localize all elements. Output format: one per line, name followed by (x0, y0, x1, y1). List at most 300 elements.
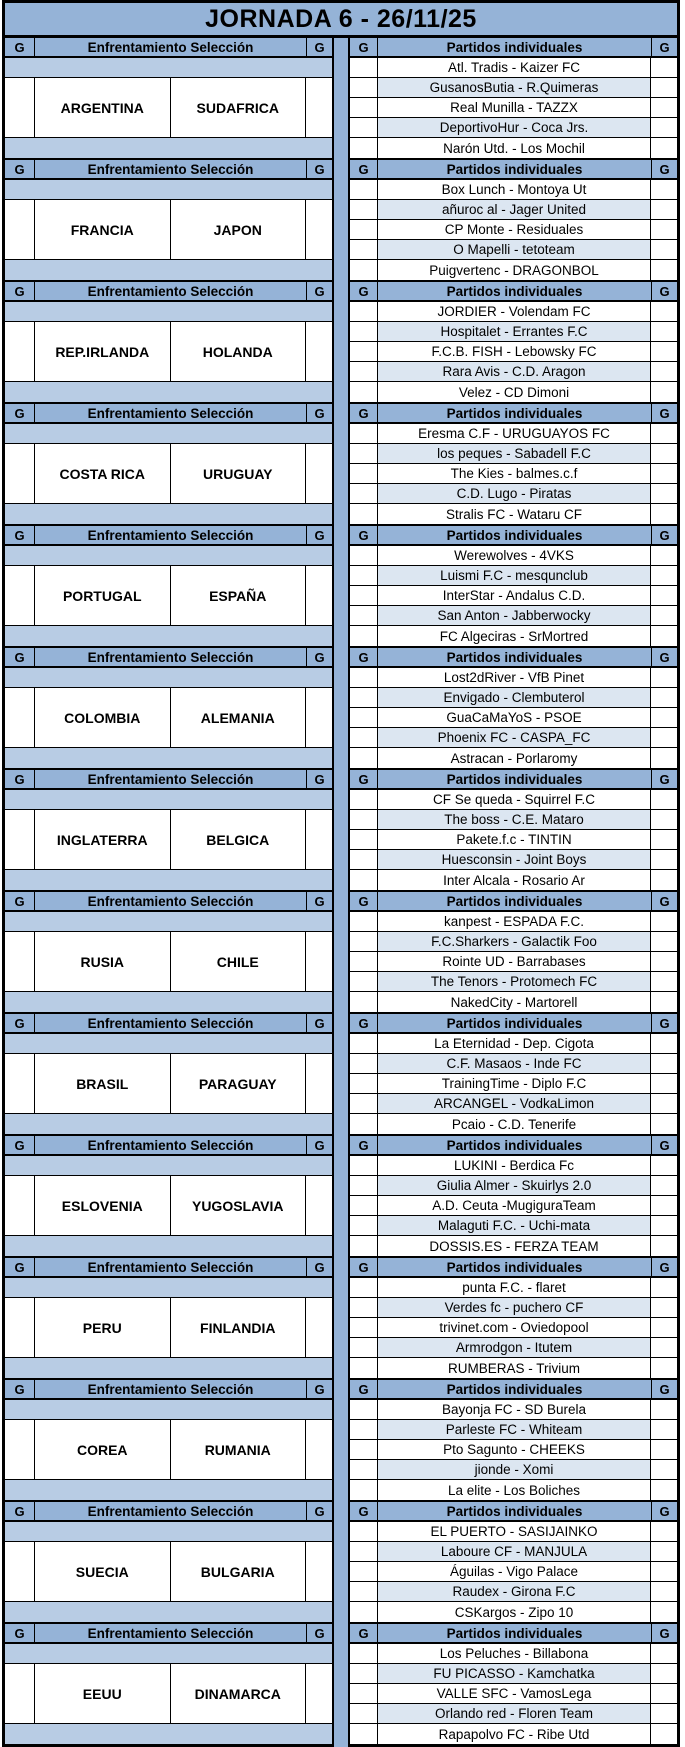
team1-goals-cell[interactable] (5, 444, 35, 504)
match-goals-cell[interactable] (651, 1582, 677, 1602)
partidos-header: Partidos individuales (378, 1502, 651, 1522)
seleccion-header: Enfrentamiento Selección (35, 892, 306, 912)
match-label: kanpest - ESPADA F.C. (378, 912, 651, 932)
team2-goals-cell[interactable] (306, 688, 332, 748)
match-goals-cell[interactable] (651, 870, 677, 890)
match-goals-cell[interactable] (651, 1094, 677, 1114)
goals-column-header: G (350, 282, 378, 302)
match-label: Raudex - Girona F.C (378, 1582, 651, 1602)
match-goals-cell[interactable] (651, 138, 677, 158)
match-goals-cell[interactable] (350, 1582, 378, 1602)
team2-goals-cell[interactable] (306, 322, 332, 382)
partidos-header: Partidos individuales (378, 404, 651, 424)
spacer-row (5, 546, 332, 566)
team2-name: ALEMANIA (171, 688, 307, 748)
goals-column-header: G (5, 648, 35, 668)
team2-name: SUDAFRICA (171, 78, 307, 138)
goals-column-header: G (651, 1258, 677, 1278)
match-goals-cell[interactable] (350, 1400, 378, 1420)
goals-column-header: G (350, 1380, 378, 1400)
match-goals-cell[interactable] (651, 118, 677, 138)
match-goals-cell[interactable] (651, 180, 677, 200)
match-goals-cell[interactable] (350, 668, 378, 688)
partidos-table (348, 404, 680, 526)
seleccion-table (2, 1502, 334, 1624)
match-label: LUKINI - Berdica Fc (378, 1156, 651, 1176)
goals-column-header: G (306, 404, 332, 424)
match-goals-cell[interactable] (651, 1358, 677, 1378)
match-goals-cell[interactable] (350, 1094, 378, 1114)
match-goals-cell[interactable] (651, 952, 677, 972)
team1-goals-cell[interactable] (5, 200, 35, 260)
match-goals-cell[interactable] (350, 606, 378, 626)
team1-goals-cell[interactable] (5, 932, 35, 992)
match-goals-cell[interactable] (350, 952, 378, 972)
match-label: punta F.C. - flaret (378, 1278, 651, 1298)
match-goals-cell[interactable] (350, 382, 378, 402)
seleccion-table (2, 282, 334, 404)
partidos-header: Partidos individuales (378, 648, 651, 668)
match-label: Rapapolvo FC - Ribe Utd (378, 1724, 651, 1744)
goals-column-header: G (5, 1014, 35, 1034)
match-goals-cell[interactable] (651, 1298, 677, 1318)
seleccion-table (2, 404, 334, 526)
goals-column-header: G (5, 282, 35, 302)
match-goals-cell[interactable] (651, 444, 677, 464)
fixtures-sheet (2, 0, 680, 1747)
partidos-table (348, 1502, 680, 1624)
match-goals-cell[interactable] (350, 260, 378, 280)
match-goals-cell[interactable] (350, 1054, 378, 1074)
match-label: Verdes fc - puchero CF (378, 1298, 651, 1318)
match-goals-cell[interactable] (350, 1196, 378, 1216)
match-goals-cell[interactable] (350, 748, 378, 768)
team1-goals-cell[interactable] (5, 1542, 35, 1602)
match-goals-cell[interactable] (651, 1420, 677, 1440)
team2-goals-cell[interactable] (306, 200, 332, 260)
match-goals-cell[interactable] (350, 362, 378, 382)
fixture-block (2, 526, 680, 648)
spacer-row (5, 504, 332, 524)
match-label: EL PUERTO - SASIJAINKO (378, 1522, 651, 1542)
match-goals-cell[interactable] (651, 1562, 677, 1582)
match-goals-cell[interactable] (350, 302, 378, 322)
team2-goals-cell[interactable] (306, 810, 332, 870)
fixture-block (2, 282, 680, 404)
spacer-row (5, 1236, 332, 1256)
match-goals-cell[interactable] (350, 1156, 378, 1176)
seleccion-header: Enfrentamiento Selección (35, 38, 306, 58)
match-goals-cell[interactable] (651, 220, 677, 240)
match-label: CSKargos - Zipo 10 (378, 1602, 651, 1622)
goals-column-header: G (651, 1502, 677, 1522)
match-goals-cell[interactable] (651, 1054, 677, 1074)
goals-column-header: G (350, 1624, 378, 1644)
partidos-table (348, 1380, 680, 1502)
goals-column-header: G (651, 1136, 677, 1156)
match-goals-cell[interactable] (651, 484, 677, 504)
match-goals-cell[interactable] (350, 850, 378, 870)
match-goals-cell[interactable] (350, 810, 378, 830)
team1-name: SUECIA (35, 1542, 171, 1602)
match-goals-cell[interactable] (350, 322, 378, 342)
match-label: Huesconsin - Joint Boys (378, 850, 651, 870)
seleccion-header: Enfrentamiento Selección (35, 1502, 306, 1522)
seleccion-table (2, 770, 334, 892)
goals-column-header: G (651, 1014, 677, 1034)
match-goals-cell[interactable] (350, 484, 378, 504)
match-label: Phoenix FC - CASPA_FC (378, 728, 651, 748)
goals-column-header: G (306, 1380, 332, 1400)
match-goals-cell[interactable] (651, 606, 677, 626)
team1-goals-cell[interactable] (5, 322, 35, 382)
team2-name: CHILE (171, 932, 307, 992)
match-goals-cell[interactable] (350, 586, 378, 606)
match-goals-cell[interactable] (651, 424, 677, 444)
match-goals-cell[interactable] (651, 1644, 677, 1664)
seleccion-header: Enfrentamiento Selección (35, 404, 306, 424)
match-goals-cell[interactable] (651, 1318, 677, 1338)
team1-goals-cell[interactable] (5, 1054, 35, 1114)
match-goals-cell[interactable] (651, 1460, 677, 1480)
match-goals-cell[interactable] (350, 1074, 378, 1094)
match-goals-cell[interactable] (350, 1318, 378, 1338)
fixture-block (2, 38, 680, 160)
match-goals-cell[interactable] (651, 1704, 677, 1724)
match-label: San Anton - Jabberwocky (378, 606, 651, 626)
match-goals-cell[interactable] (651, 1724, 677, 1744)
match-goals-cell[interactable] (350, 626, 378, 646)
match-goals-cell[interactable] (651, 1114, 677, 1134)
match-goals-cell[interactable] (350, 1440, 378, 1460)
match-goals-cell[interactable] (651, 586, 677, 606)
match-goals-cell[interactable] (651, 382, 677, 402)
match-goals-cell[interactable] (651, 1664, 677, 1684)
match-label: TrainingTime - Diplo F.C (378, 1074, 651, 1094)
match-goals-cell[interactable] (651, 1196, 677, 1216)
match-goals-cell[interactable] (350, 1724, 378, 1744)
team2-name: FINLANDIA (171, 1298, 307, 1358)
match-label: RUMBERAS - Trivium (378, 1358, 651, 1378)
goals-column-header: G (651, 770, 677, 790)
match-goals-cell[interactable] (350, 790, 378, 810)
fixture-block (2, 892, 680, 1014)
team1-goals-cell[interactable] (5, 566, 35, 626)
match-goals-cell[interactable] (350, 1664, 378, 1684)
spacer-row (5, 1156, 332, 1176)
partidos-header: Partidos individuales (378, 160, 651, 180)
goals-column-header: G (350, 1136, 378, 1156)
goals-column-header: G (350, 404, 378, 424)
divider-strip (334, 1380, 348, 1502)
fixture-block (2, 1502, 680, 1624)
match-label: F.C.B. FISH - Lebowsky FC (378, 342, 651, 362)
goals-column-header: G (651, 648, 677, 668)
match-goals-cell[interactable] (651, 932, 677, 952)
divider-strip (334, 892, 348, 1014)
match-goals-cell[interactable] (651, 1236, 677, 1256)
match-goals-cell[interactable] (350, 728, 378, 748)
match-goals-cell[interactable] (350, 118, 378, 138)
spacer-row (5, 1602, 332, 1622)
match-label: A.D. Ceuta -MugiguraTeam (378, 1196, 651, 1216)
match-label: Lost2dRiver - VfB Pinet (378, 668, 651, 688)
match-goals-cell[interactable] (350, 444, 378, 464)
match-goals-cell[interactable] (350, 342, 378, 362)
match-goals-cell[interactable] (350, 78, 378, 98)
match-goals-cell[interactable] (651, 1542, 677, 1562)
match-label: Rara Avis - C.D. Aragon (378, 362, 651, 382)
match-goals-cell[interactable] (651, 626, 677, 646)
match-goals-cell[interactable] (350, 1176, 378, 1196)
match-goals-cell[interactable] (651, 240, 677, 260)
match-label: CF Se queda - Squirrel F.C (378, 790, 651, 810)
team2-goals-cell[interactable] (306, 1664, 332, 1724)
match-goals-cell[interactable] (350, 1684, 378, 1704)
match-goals-cell[interactable] (651, 1216, 677, 1236)
match-label: Bayonja FC - SD Burela (378, 1400, 651, 1420)
match-goals-cell[interactable] (350, 1542, 378, 1562)
match-goals-cell[interactable] (350, 1358, 378, 1378)
team2-goals-cell[interactable] (306, 444, 332, 504)
divider-strip (334, 1136, 348, 1258)
goals-column-header: G (651, 892, 677, 912)
fixture-blocks (2, 38, 680, 1747)
match-goals-cell[interactable] (651, 342, 677, 362)
match-goals-cell[interactable] (350, 566, 378, 586)
match-goals-cell[interactable] (651, 302, 677, 322)
team1-name: FRANCIA (35, 200, 171, 260)
match-goals-cell[interactable] (651, 688, 677, 708)
match-label: Giulia Almer - Skuirlys 2.0 (378, 1176, 651, 1196)
match-label: La elite - Los Boliches (378, 1480, 651, 1500)
match-label: FU PICASSO - Kamchatka (378, 1664, 651, 1684)
match-goals-cell[interactable] (350, 1216, 378, 1236)
team1-name: BRASIL (35, 1054, 171, 1114)
goals-column-header: G (306, 1014, 332, 1034)
match-goals-cell[interactable] (651, 200, 677, 220)
divider-strip (334, 526, 348, 648)
partidos-table (348, 526, 680, 648)
spacer-row (5, 870, 332, 890)
fixture-block (2, 404, 680, 526)
match-goals-cell[interactable] (651, 1522, 677, 1542)
match-goals-cell[interactable] (651, 566, 677, 586)
match-goals-cell[interactable] (350, 200, 378, 220)
team2-goals-cell[interactable] (306, 1542, 332, 1602)
partidos-table (348, 160, 680, 282)
spacer-row (5, 1358, 332, 1378)
match-goals-cell[interactable] (350, 1420, 378, 1440)
match-goals-cell[interactable] (350, 504, 378, 524)
team1-goals-cell[interactable] (5, 688, 35, 748)
team1-goals-cell[interactable] (5, 1420, 35, 1480)
match-goals-cell[interactable] (651, 912, 677, 932)
divider-strip (334, 404, 348, 526)
match-goals-cell[interactable] (350, 1480, 378, 1500)
match-goals-cell[interactable] (350, 180, 378, 200)
team1-goals-cell[interactable] (5, 810, 35, 870)
match-goals-cell[interactable] (350, 1298, 378, 1318)
goals-column-header: G (350, 770, 378, 790)
match-goals-cell[interactable] (651, 972, 677, 992)
match-label: Los Peluches - Billabona (378, 1644, 651, 1664)
goals-column-header: G (5, 1136, 35, 1156)
match-goals-cell[interactable] (350, 240, 378, 260)
match-goals-cell[interactable] (350, 972, 378, 992)
match-goals-cell[interactable] (651, 362, 677, 382)
match-goals-cell[interactable] (651, 728, 677, 748)
match-label: InterStar - Andalus C.D. (378, 586, 651, 606)
team2-name: URUGUAY (171, 444, 307, 504)
match-goals-cell[interactable] (651, 1034, 677, 1054)
match-goals-cell[interactable] (651, 708, 677, 728)
match-label: GuaCaMaYoS - PSOE (378, 708, 651, 728)
match-goals-cell[interactable] (350, 1034, 378, 1054)
match-goals-cell[interactable] (350, 1704, 378, 1724)
team2-goals-cell[interactable] (306, 932, 332, 992)
team1-goals-cell[interactable] (5, 1664, 35, 1724)
match-goals-cell[interactable] (350, 1562, 378, 1582)
match-label: Hospitalet - Errantes F.C (378, 322, 651, 342)
match-goals-cell[interactable] (651, 668, 677, 688)
match-goals-cell[interactable] (651, 748, 677, 768)
goals-column-header: G (5, 1380, 35, 1400)
team1-goals-cell[interactable] (5, 1298, 35, 1358)
match-goals-cell[interactable] (651, 1074, 677, 1094)
match-goals-cell[interactable] (651, 504, 677, 524)
divider-strip (334, 160, 348, 282)
match-goals-cell[interactable] (350, 1644, 378, 1664)
seleccion-table (2, 648, 334, 770)
spacer-row (5, 1644, 332, 1664)
match-goals-cell[interactable] (651, 464, 677, 484)
match-label: The Kies - balmes.c.f (378, 464, 651, 484)
match-goals-cell[interactable] (350, 1522, 378, 1542)
team2-goals-cell[interactable] (306, 1298, 332, 1358)
team2-goals-cell[interactable] (306, 1176, 332, 1236)
match-goals-cell[interactable] (350, 138, 378, 158)
seleccion-header: Enfrentamiento Selección (35, 1014, 306, 1034)
goals-column-header: G (5, 38, 35, 58)
spacer-row (5, 424, 332, 444)
goals-column-header: G (306, 770, 332, 790)
match-goals-cell[interactable] (651, 1156, 677, 1176)
match-goals-cell[interactable] (651, 992, 677, 1012)
match-goals-cell[interactable] (350, 464, 378, 484)
match-goals-cell[interactable] (350, 708, 378, 728)
seleccion-header: Enfrentamiento Selección (35, 1380, 306, 1400)
match-goals-cell[interactable] (350, 220, 378, 240)
partidos-table (348, 1624, 680, 1747)
goals-column-header: G (5, 770, 35, 790)
divider-strip (334, 1258, 348, 1380)
divider-strip (334, 1502, 348, 1624)
team1-goals-cell[interactable] (5, 1176, 35, 1236)
match-goals-cell[interactable] (651, 546, 677, 566)
seleccion-table (2, 1014, 334, 1136)
match-label: C.D. Lugo - Piratas (378, 484, 651, 504)
goals-column-header: G (5, 404, 35, 424)
match-goals-cell[interactable] (651, 790, 677, 810)
team1-name: RUSIA (35, 932, 171, 992)
match-goals-cell[interactable] (651, 830, 677, 850)
seleccion-table (2, 160, 334, 282)
match-goals-cell[interactable] (350, 1114, 378, 1134)
match-goals-cell[interactable] (350, 1278, 378, 1298)
match-goals-cell[interactable] (651, 58, 677, 78)
match-goals-cell[interactable] (350, 546, 378, 566)
match-goals-cell[interactable] (350, 1236, 378, 1256)
match-goals-cell[interactable] (350, 830, 378, 850)
match-goals-cell[interactable] (350, 932, 378, 952)
team2-goals-cell[interactable] (306, 78, 332, 138)
team2-goals-cell[interactable] (306, 1054, 332, 1114)
match-goals-cell[interactable] (350, 992, 378, 1012)
match-goals-cell[interactable] (651, 1684, 677, 1704)
match-goals-cell[interactable] (350, 98, 378, 118)
match-goals-cell[interactable] (651, 1400, 677, 1420)
partidos-table (348, 770, 680, 892)
match-goals-cell[interactable] (350, 1338, 378, 1358)
match-goals-cell[interactable] (350, 1460, 378, 1480)
seleccion-header: Enfrentamiento Selección (35, 1624, 306, 1644)
match-goals-cell[interactable] (651, 1440, 677, 1460)
match-goals-cell[interactable] (350, 1602, 378, 1622)
team1-goals-cell[interactable] (5, 78, 35, 138)
goals-column-header: G (306, 1136, 332, 1156)
match-goals-cell[interactable] (350, 424, 378, 444)
match-goals-cell[interactable] (350, 912, 378, 932)
match-label: C.F. Masaos - Inde FC (378, 1054, 651, 1074)
goals-column-header: G (306, 160, 332, 180)
match-goals-cell[interactable] (651, 850, 677, 870)
match-goals-cell[interactable] (350, 870, 378, 890)
match-goals-cell[interactable] (651, 810, 677, 830)
match-goals-cell[interactable] (350, 688, 378, 708)
match-goals-cell[interactable] (651, 322, 677, 342)
match-label: Inter Alcala - Rosario Ar (378, 870, 651, 890)
match-label: Águilas - Vigo Palace (378, 1562, 651, 1582)
team1-name: COLOMBIA (35, 688, 171, 748)
match-goals-cell[interactable] (651, 78, 677, 98)
team1-name: COREA (35, 1420, 171, 1480)
goals-column-header: G (350, 526, 378, 546)
match-label: Pakete.f.c - TINTIN (378, 830, 651, 850)
match-goals-cell[interactable] (651, 1278, 677, 1298)
goals-column-header: G (651, 1624, 677, 1644)
seleccion-header: Enfrentamiento Selección (35, 282, 306, 302)
team2-goals-cell[interactable] (306, 1420, 332, 1480)
match-goals-cell[interactable] (651, 1480, 677, 1500)
match-label: Luismi F.C - mesqunclub (378, 566, 651, 586)
match-goals-cell[interactable] (651, 260, 677, 280)
spacer-row (5, 626, 332, 646)
match-goals-cell[interactable] (651, 98, 677, 118)
match-label: La Eternidad - Dep. Cigota (378, 1034, 651, 1054)
spacer-row (5, 1724, 332, 1744)
team2-goals-cell[interactable] (306, 566, 332, 626)
match-label: Box Lunch - Montoya Ut (378, 180, 651, 200)
match-goals-cell[interactable] (651, 1338, 677, 1358)
match-goals-cell[interactable] (651, 1176, 677, 1196)
match-goals-cell[interactable] (651, 1602, 677, 1622)
team1-name: INGLATERRA (35, 810, 171, 870)
goals-column-header: G (350, 1258, 378, 1278)
fixture-block (2, 648, 680, 770)
match-goals-cell[interactable] (350, 58, 378, 78)
seleccion-header: Enfrentamiento Selección (35, 160, 306, 180)
